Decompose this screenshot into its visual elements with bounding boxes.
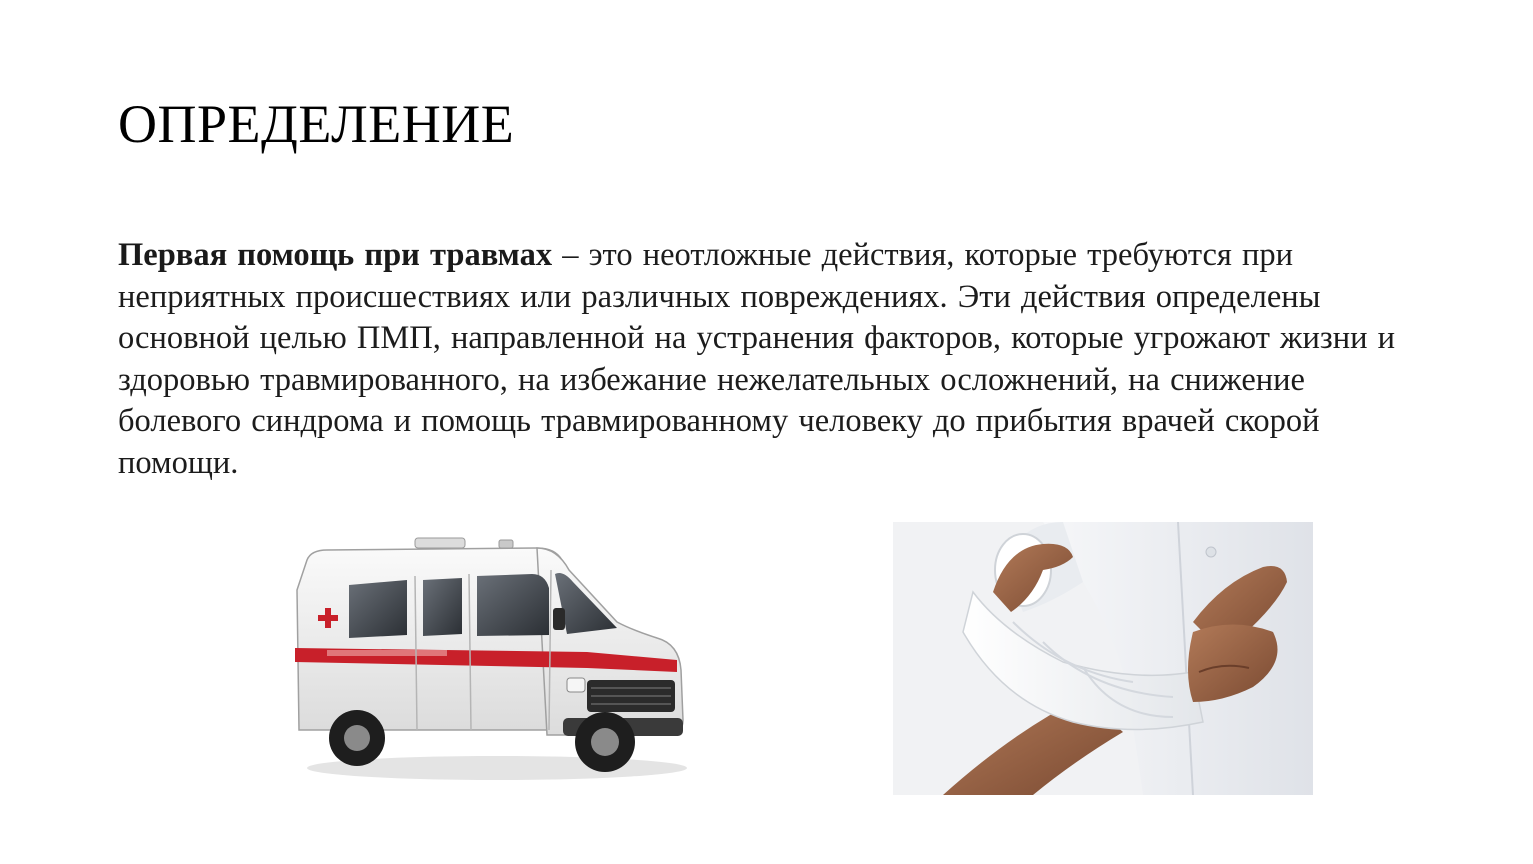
slide-title: ОПРЕДЕЛЕНИЕ (118, 94, 515, 154)
ambulance-icon (287, 530, 687, 795)
bandaging-leg-icon (893, 522, 1313, 795)
definition-text: – это неотложные действия, которые требуются при неприятных происшествиях или различных повреждениях. Эти действия определены основной целью ПМП, направленной на устранения факторов, которые угрожают жизни и здоровью травмированного, на избежание нежелательных осложнений, на снижение болевого синдрома и помощь травмированному человеку до прибытия врачей скорой помощи. (118, 237, 1396, 481)
definition-paragraph (118, 235, 1418, 485)
definition-term: Первая помощь при травмах (118, 237, 553, 273)
bandaging-image (893, 522, 1313, 795)
ambulance-image (287, 530, 687, 795)
